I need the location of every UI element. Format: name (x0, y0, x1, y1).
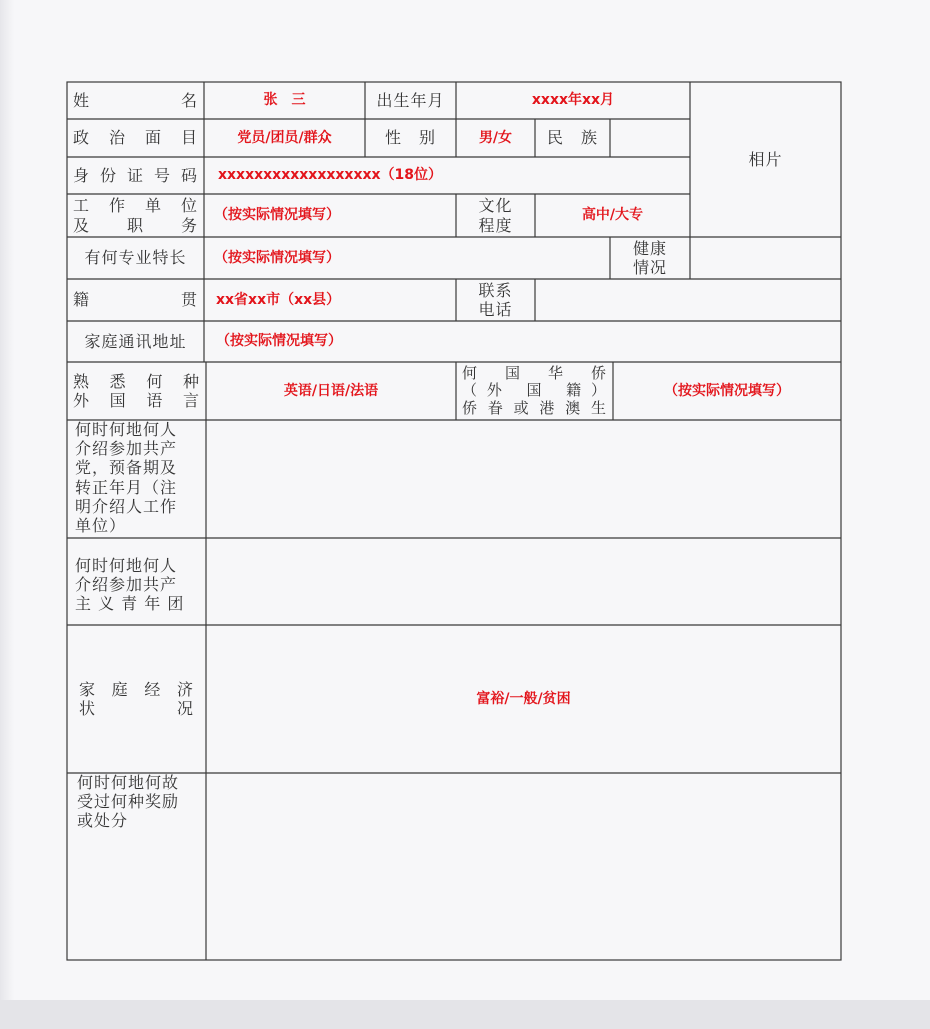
league-join-label: 何时何地何人 介绍参加共产 主 义 青 年 团 (75, 556, 185, 614)
id-field[interactable] (204, 157, 690, 194)
political-value: 党员/团员/群众 (237, 129, 332, 146)
name-field[interactable] (204, 82, 365, 119)
language-label: 熟 悉 何 种 外 国 语 言 (73, 371, 200, 410)
id-label: 身份证号码 (73, 165, 198, 185)
skill-label: 有何专业特长 (84, 248, 187, 268)
address-value: （按实际情况填写） (216, 333, 342, 350)
party-join-label: 何时何地何人 介绍参加共产 党，预备期及 转正年月（注 明介绍人工作 单位） (75, 420, 178, 535)
overseas-label: 何 国 华 侨 （外 国 籍） 侨眷或港澳生 (462, 364, 607, 417)
party-join-field[interactable] (206, 420, 841, 538)
overseas-field[interactable] (613, 362, 841, 420)
education-label: 文化 程度 (478, 196, 513, 235)
league-join-field[interactable] (206, 538, 841, 625)
political-field[interactable] (204, 119, 365, 157)
work-label: 工 作 单 位 及 职 务 (73, 196, 198, 235)
education-value: 高中/大专 (581, 207, 644, 224)
family-economy-value: 富裕/一般/贫困 (476, 690, 571, 707)
id-value: xxxxxxxxxxxxxxxxxx（18位） (218, 167, 443, 184)
education-field[interactable] (535, 194, 690, 237)
ethnic-label: 民 族 (546, 128, 598, 148)
address-field[interactable] (204, 321, 841, 362)
native-place-label: 籍 贯 (73, 290, 198, 310)
political-label: 政治面目 (73, 128, 198, 148)
family-economy-label: 家 庭 经 济 状 况 (79, 679, 194, 718)
photo-cell[interactable] (690, 82, 841, 237)
language-field[interactable] (206, 362, 456, 420)
gender-field[interactable] (456, 119, 535, 157)
awards-field[interactable] (206, 773, 841, 960)
native-place-field[interactable] (204, 279, 456, 321)
health-field[interactable] (690, 237, 841, 279)
language-value: 英语/日语/法语 (283, 382, 379, 399)
name-value: 张 三 (263, 92, 306, 109)
overseas-value: （按实际情况填写） (664, 382, 790, 399)
birth-field[interactable] (456, 82, 690, 119)
native-place-value: xx省xx市（xx县） (216, 291, 341, 308)
birth-value: xxxx年xx月 (531, 92, 615, 109)
family-economy-field[interactable] (206, 625, 841, 773)
name-label: 姓 名 (73, 90, 198, 110)
gender-label: 性 别 (384, 128, 436, 148)
photo-label: 相片 (748, 149, 783, 169)
gender-value: 男/女 (478, 129, 513, 146)
skill-field[interactable] (204, 237, 610, 279)
health-label: 健康 情况 (632, 238, 667, 277)
address-label: 家庭通讯地址 (84, 331, 187, 351)
work-field[interactable] (204, 194, 456, 237)
awards-label: 何时何地何故 受过何种奖励 或处分 (77, 773, 180, 831)
skill-value: （按实际情况填写） (214, 249, 340, 266)
ethnic-field[interactable] (610, 119, 690, 157)
phone-field[interactable] (535, 279, 841, 321)
phone-label: 联系 电话 (478, 280, 513, 319)
work-value: （按实际情况填写） (214, 207, 340, 224)
birth-label: 出生年月 (376, 90, 445, 110)
